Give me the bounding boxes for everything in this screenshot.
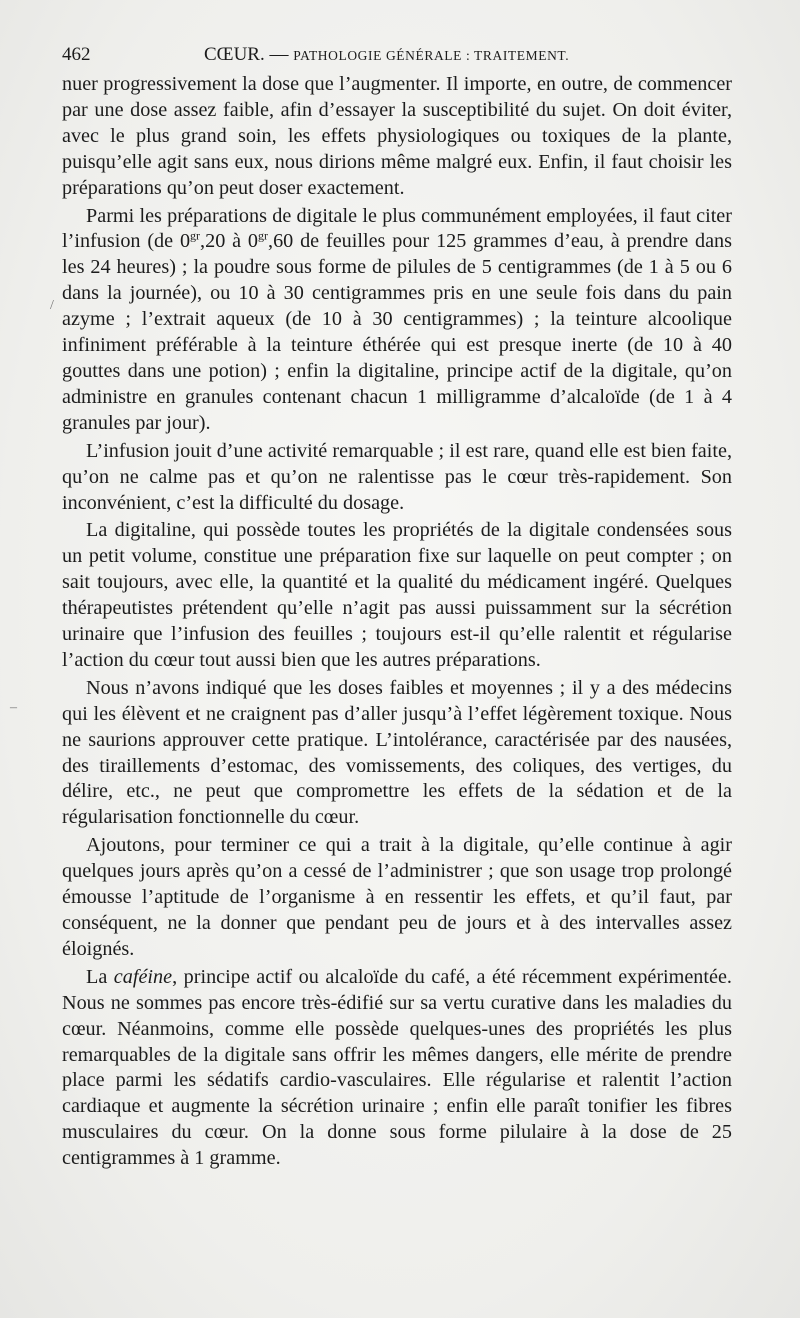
margin-mark: – — [10, 700, 17, 715]
body-text — [62, 72, 732, 1172]
margin-mark: / — [50, 298, 54, 313]
page-header — [62, 42, 732, 68]
paragraph: Parmi les préparations de digitale le plus communément employées, il faut citer l’infusion (de $0^{gr},20$ à $0^{gr},60$ de feuilles pour 125 grammes d’eau, à prendre dans les 24 heures) ; la poudre sous forme de pilules de 5 centigrammes (de 1 à 5 ou 6 dans la journée), ou 10 à 30 centigrammes pris en une seule fois dans du pain azyme ; l’extrait aqueux (de 10 à 30 centigrammes) ; la teinture alcoolique infiniment préférable à la teinture éthérée qui est presque inerte (de 10 à 40 gouttes dans une potion) ; enfin la digitaline, principe actif de la digitale, qu’on administre en granules contenant chacun 1 milligramme d’alcaloïde (de 1 à 4 granules par jour). — [62, 204, 733, 434]
running-head — [204, 42, 569, 69]
paragraph: nuer progressivement la dose que l’augmenter. Il importe, en outre, de commencer par une dose assez faible, afin d’essayer la susceptibilité du sujet. On doit éviter, avec le plus grand soin, les effets physiologiques ou toxiques de la plante, puisqu’elle agit sans eux, nous dirions même malgré eux. Enfin, il faut choisir les préparations qu’on peut doser exactement. — [62, 73, 732, 199]
paragraph-start: La — [86, 965, 114, 988]
running-head-section: PATHOLOGIE GÉNÉRALE : TRAITEMENT. — [293, 48, 570, 63]
page-number: 462 — [62, 44, 91, 65]
paragraph-rest: , principe actif ou alcaloïde du café, a été récemment expérimentée. Nous ne sommes pas encore très-édifié sur sa vertu curative dans les maladies du cœur. Néanmoins, comme elle possède quelques-unes des propriétés les plus remarquables de la digitale sans offrir les mêmes dangers, elle mérite de prendre place parmi les sédatifs cardio-vasculaires. Elle régularise et ralentit l’action cardiaque et augmente la sécrétion urinaire ; enfin elle paraît tonifier les fibres musculaires du cœur. On la donne sous forme pilulaire à la dose de 25 centigrammes à 1 gramme. — [62, 965, 732, 1170]
italic-term: caféine — [113, 965, 173, 988]
paragraph: Nous n’avons indiqué que les doses faibles et moyennes ; il y a des médecins qui les élèvent et ne craignent pas d’aller jusqu’à l’effet légèrement toxique. Nous ne saurions approuver cette pratique. L’intolérance, caractérisée par des nausées, des tiraillements d’estomac, des vomissements, des coliques, des vertiges, du délire, etc., ne peut que compromettre les effets de la sédation et de la régularisation fonctionnelle du cœur. — [62, 676, 732, 829]
paragraph: L’infusion jouit d’une activité remarquable ; il est rare, quand elle est bien faite, qu’on ne calme pas et qu’on ne ralentisse pas le cœur très-rapidement. Son inconvénient, c’est la difficulté du dosage. — [62, 439, 732, 514]
paragraph: Ajoutons, pour terminer ce qui a trait à la digitale, qu’elle continue à agir quelques jours après qu’on a cessé de l’administrer ; que son usage trop prolongé émousse l’aptitude de l’organisme à en ressentir les effets, et qu’il faut, par conséquent, ne la donner que pendant peu de jours et à des intervalles assez éloignés. — [62, 834, 732, 960]
running-head-title: CŒUR. — — [204, 44, 289, 65]
paragraph-caffeine — [62, 965, 732, 1172]
paragraph: La digitaline, qui possède toutes les propriétés de la digitale condensées sous un petit volume, constitue une préparation fixe sur laquelle on peut compter ; on sait toujours, avec elle, la quantité et la qualité du médicament ingéré. Quelques thérapeutistes prétendent qu’elle n’agit pas aussi puissamment sur la sécrétion urinaire que l’infusion des feuilles ; toujours est-il qu’elle ralentit et régularise l’action du cœur tout aussi bien que les autres préparations. — [62, 519, 732, 671]
